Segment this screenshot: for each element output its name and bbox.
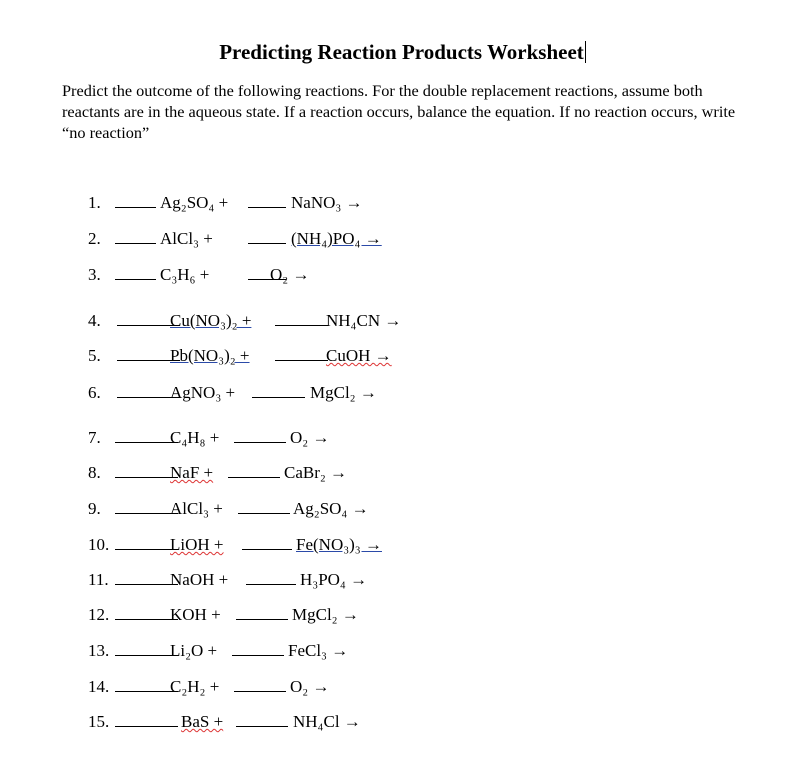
reaction-number: 10. — [88, 535, 110, 554]
reactant-2: Fe(NO₃)₃ → — [296, 535, 382, 554]
reactant-1: AlCl₃ + — [160, 229, 213, 248]
coefficient-blank[interactable] — [238, 498, 290, 514]
reactant-1: LiOH + — [170, 535, 224, 554]
reactant-2: (NH₄)PO₄ → — [291, 229, 382, 248]
coefficient-blank[interactable] — [246, 569, 296, 585]
reaction-number: 2. — [88, 229, 101, 248]
reactant-1: C₂H₂ + — [170, 677, 220, 696]
coefficient-blank[interactable] — [236, 604, 288, 620]
reactant-1: Cu(NO₃)₂ + — [170, 311, 252, 330]
reactant-1: C₄H₈ + — [170, 428, 220, 447]
text-cursor — [585, 41, 586, 63]
reactant-2: NaNO₃ → — [291, 193, 363, 212]
reactant-1: Ag₂SO₄ + — [160, 193, 229, 212]
reaction-number: 6. — [88, 383, 101, 402]
reaction-number: 14. — [88, 677, 110, 696]
coefficient-blank[interactable] — [248, 192, 286, 208]
coefficient-blank[interactable] — [115, 228, 156, 244]
coefficient-blank[interactable] — [115, 676, 178, 692]
reaction-number: 1. — [88, 193, 101, 212]
coefficient-blank[interactable] — [115, 264, 156, 280]
instructions-paragraph: Predict the outcome of the following reactions. For the double replacement reactions, assume both reactants are in the aqueous state. If a reaction occurs, balance the equation. If no reaction occurs, write “no reaction” — [62, 81, 736, 142]
reactant-2: NH₄CN → — [326, 311, 402, 330]
reactant-1: Pb(NO₃)₂ + — [170, 346, 250, 365]
coefficient-blank[interactable] — [115, 569, 178, 585]
reactant-1: AgNO₃ + — [170, 383, 236, 402]
coefficient-blank[interactable] — [115, 640, 178, 656]
reactant-1: BaS + — [181, 712, 224, 731]
coefficient-blank[interactable] — [115, 498, 178, 514]
reaction-number: 8. — [88, 463, 101, 482]
reactant-1: AlCl₃ + — [170, 499, 223, 518]
coefficient-blank[interactable] — [232, 640, 284, 656]
reactant-1: KOH + — [170, 605, 221, 624]
reactant-2: Ag₂SO₄ → — [293, 499, 369, 518]
reactant-2: CuOH → — [326, 346, 392, 365]
coefficient-blank[interactable] — [115, 427, 178, 443]
reaction-number: 7. — [88, 428, 101, 447]
coefficient-blank[interactable] — [275, 345, 328, 361]
reactant-1: NaF + — [170, 463, 214, 482]
reactant-2: FeCl₃ → — [288, 641, 349, 660]
reaction-number: 15. — [88, 712, 110, 731]
reaction-number: 4. — [88, 311, 101, 330]
coefficient-blank[interactable] — [275, 310, 328, 326]
reactant-1: NaOH + — [170, 570, 229, 589]
coefficient-blank[interactable] — [115, 192, 156, 208]
reactant-2: H₃PO₄ → — [300, 570, 368, 589]
coefficient-blank[interactable] — [252, 382, 305, 398]
reactant-2: O₂ → — [290, 428, 330, 447]
reaction-number: 3. — [88, 265, 101, 284]
reactant-2: NH₄Cl → — [293, 712, 361, 731]
reaction-number: 12. — [88, 605, 110, 624]
reactant-2: O₂ → — [290, 677, 330, 696]
reactant-1: C₃H₆ + — [160, 265, 210, 284]
coefficient-blank[interactable] — [115, 534, 178, 550]
coefficient-blank[interactable] — [115, 462, 178, 478]
coefficient-blank[interactable] — [236, 711, 288, 727]
coefficient-blank[interactable] — [248, 228, 286, 244]
coefficient-blank[interactable] — [228, 462, 280, 478]
reaction-number: 11. — [88, 570, 109, 589]
page-title: Predicting Reaction Products Worksheet — [219, 40, 584, 64]
coefficient-blank[interactable] — [234, 427, 286, 443]
coefficient-blank[interactable] — [115, 604, 178, 620]
reactant-1: Li₂O + — [170, 641, 218, 660]
coefficient-blank[interactable] — [234, 676, 286, 692]
reaction-number: 9. — [88, 499, 101, 518]
reactant-2: MgCl₂ → — [292, 605, 359, 624]
reactant-2: MgCl₂ → — [310, 383, 377, 402]
coefficient-blank[interactable] — [242, 534, 292, 550]
reaction-number: 13. — [88, 641, 110, 660]
coefficient-blank[interactable] — [115, 711, 178, 727]
reactant-2: O₂ → — [270, 265, 310, 284]
reaction-number: 5. — [88, 346, 101, 365]
reactant-2: CaBr₂ → — [284, 463, 348, 482]
